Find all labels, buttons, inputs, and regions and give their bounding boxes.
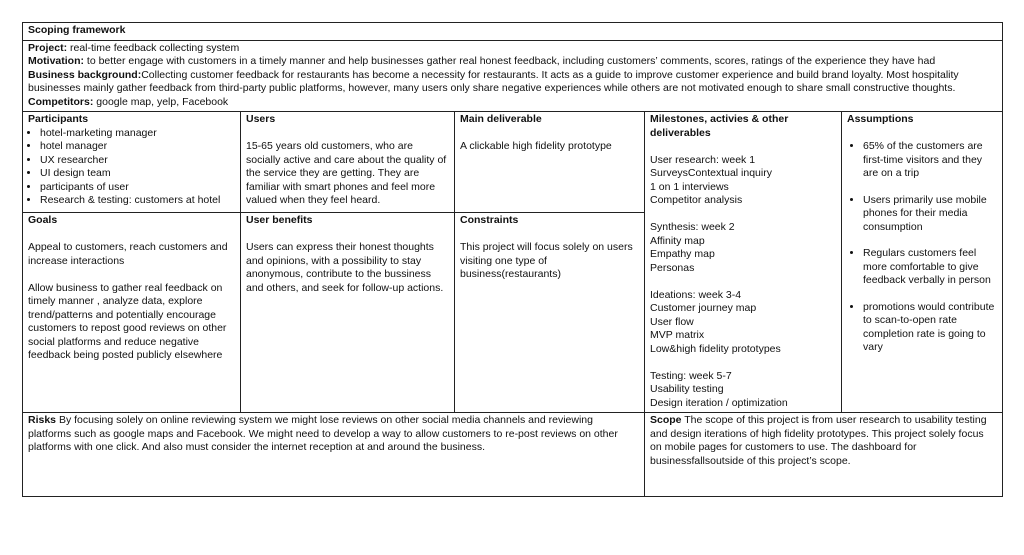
list-item: • hotel-marketing manager — [40, 127, 235, 141]
background-label: Business background: — [28, 68, 142, 81]
title-row — [23, 23, 1003, 41]
participants-heading: Participants — [28, 113, 89, 125]
risks-scope-row — [23, 413, 1003, 497]
milestone-line: Empathy map — [650, 248, 715, 260]
main-deliverable-text: A clickable high fidelity prototype — [460, 140, 612, 152]
assumptions-list — [847, 140, 997, 355]
goals-text: Appeal to customers, reach customers and increase interactions — [28, 241, 228, 267]
competitors-line — [28, 96, 997, 110]
risks-label: Risks — [28, 414, 57, 426]
motivation-label: Motivation: — [28, 55, 84, 67]
project-text: real-time feedback collecting system — [67, 41, 240, 54]
user-benefits-cell — [241, 213, 455, 413]
list-item: • Regulars customers feel more comfortable to give feedback verbally in person — [863, 247, 997, 288]
scoping-framework-table — [22, 22, 1003, 497]
users-cell — [241, 112, 455, 213]
user-benefits-text: Users can express their honest thoughts and opinions, with a possibility to stay anonymous, contribute to the bussiness and others, and seek for follow-up actions. — [246, 241, 444, 294]
users-text: 15-65 years old customers, who are socially active and care about the quality of the service they are getting. They are familiar with smart phones and feel more valued when they feel heard. — [246, 140, 447, 206]
goals-cell — [23, 213, 241, 413]
constraints-text: This project will focus solely on users visiting one type of business(restaurants) — [460, 241, 633, 280]
scope-label: Scope — [650, 414, 682, 426]
milestone-line: User research: week 1 — [650, 153, 756, 166]
scoping-framework-document — [22, 22, 1002, 497]
section-row-1 — [23, 112, 1003, 213]
milestone-line: Customer journey map — [650, 302, 757, 314]
competitors-label: Competitors: — [28, 95, 94, 108]
overview-cell — [23, 40, 1003, 112]
scope-cell — [645, 413, 1003, 497]
milestone-line: Usability testing — [650, 383, 724, 395]
overview-row — [23, 40, 1003, 112]
scope-text: The scope of this project is from user research to usability testing and design iterations of high fidelity prototypes. This project solely focus on mobile pages for customers to use. The dashboard for businessfallsoutside of this project’s scope. — [650, 414, 987, 467]
title-cell — [23, 23, 1003, 41]
milestone-line: Synthesis: week 2 — [650, 221, 735, 233]
constraints-heading: Constraints — [460, 214, 519, 226]
milestone-line: Ideations: week 3-4 — [650, 288, 742, 301]
participants-cell — [23, 112, 241, 213]
list-item: • Users primarily use mobile phones for their media consumption — [863, 194, 997, 235]
milestone-line: Design iteration / optimization — [650, 396, 788, 409]
milestone-line: Testing: week 5-7 — [650, 369, 732, 382]
users-heading: Users — [246, 113, 276, 125]
document-title: Scoping framework — [28, 24, 126, 36]
main-deliverable-heading: Main deliverable — [460, 113, 542, 125]
milestone-line: Affinity map — [650, 234, 705, 247]
list-item: • UX researcher — [40, 154, 235, 168]
goals-text: Allow business to gather real feedback on timely manner , analyze data, explore trend/patterns and potentially encourage customers to repost good reviews on other social platforms and reduce negative feedback being posted publicly elsewhere — [28, 281, 227, 361]
milestone-line: MVP matrix — [650, 329, 705, 341]
competitors-text: google map, yelp, Facebook — [93, 95, 229, 108]
background-line — [28, 69, 997, 96]
milestone-line: Personas — [650, 261, 695, 274]
milestone-line: SurveysContextual inquiry — [650, 167, 772, 179]
project-line — [28, 42, 997, 56]
main-deliverable-cell — [455, 112, 645, 213]
milestones-cell — [645, 112, 842, 413]
constraints-cell — [455, 213, 645, 413]
risks-cell — [23, 413, 645, 497]
milestone-line: Low&high fidelity prototypes — [650, 342, 781, 355]
project-label: Project: — [28, 41, 68, 54]
list-item: • promotions would contribute to scan-to-open rate completion rate is going to vary — [863, 301, 997, 355]
list-item: • participants of user — [40, 181, 235, 195]
participants-list — [28, 127, 235, 208]
list-item: • 65% of the customers are first-time visitors and they are on a trip — [863, 140, 997, 181]
goals-heading: Goals — [28, 214, 58, 226]
list-item: • UI design team — [40, 167, 235, 181]
assumptions-heading: Assumptions — [847, 113, 914, 125]
milestone-line: User flow — [650, 315, 694, 328]
milestone-line: Competitor analysis — [650, 194, 743, 206]
list-item: • hotel manager — [40, 140, 235, 154]
list-item: • Research & testing: customers at hotel — [40, 194, 235, 208]
assumptions-cell — [842, 112, 1003, 413]
risks-text: By focusing solely on online reviewing system we might lose reviews on other social media channels and reviewing platforms such as google maps and Facebook. We might need to develop a way to allow customers to re-post reviews on other platforms with one click. And also must consider the internet reception at and around the business. — [28, 414, 618, 453]
background-text: Collecting customer feedback for restaurants has become a necessity for restaurants. It acts as a guide to improve customer experience and build brand loyalty. Most hospitality businesses mainly gather feedback from third-party public platforms, however, many users only share negative experiences while others are not motivated enough to share small constructive thoughts. — [28, 68, 959, 94]
milestone-line: 1 on 1 interviews — [650, 180, 729, 193]
motivation-text: to better engage with customers in a timely manner and help businesses gather real honest feedback, including customers’ comments, scores, ratings of the experience they have had — [84, 55, 936, 67]
motivation-line — [28, 55, 997, 69]
milestones-heading: Milestones, activies & other deliverables — [650, 113, 789, 139]
user-benefits-heading: User benefits — [246, 214, 313, 226]
